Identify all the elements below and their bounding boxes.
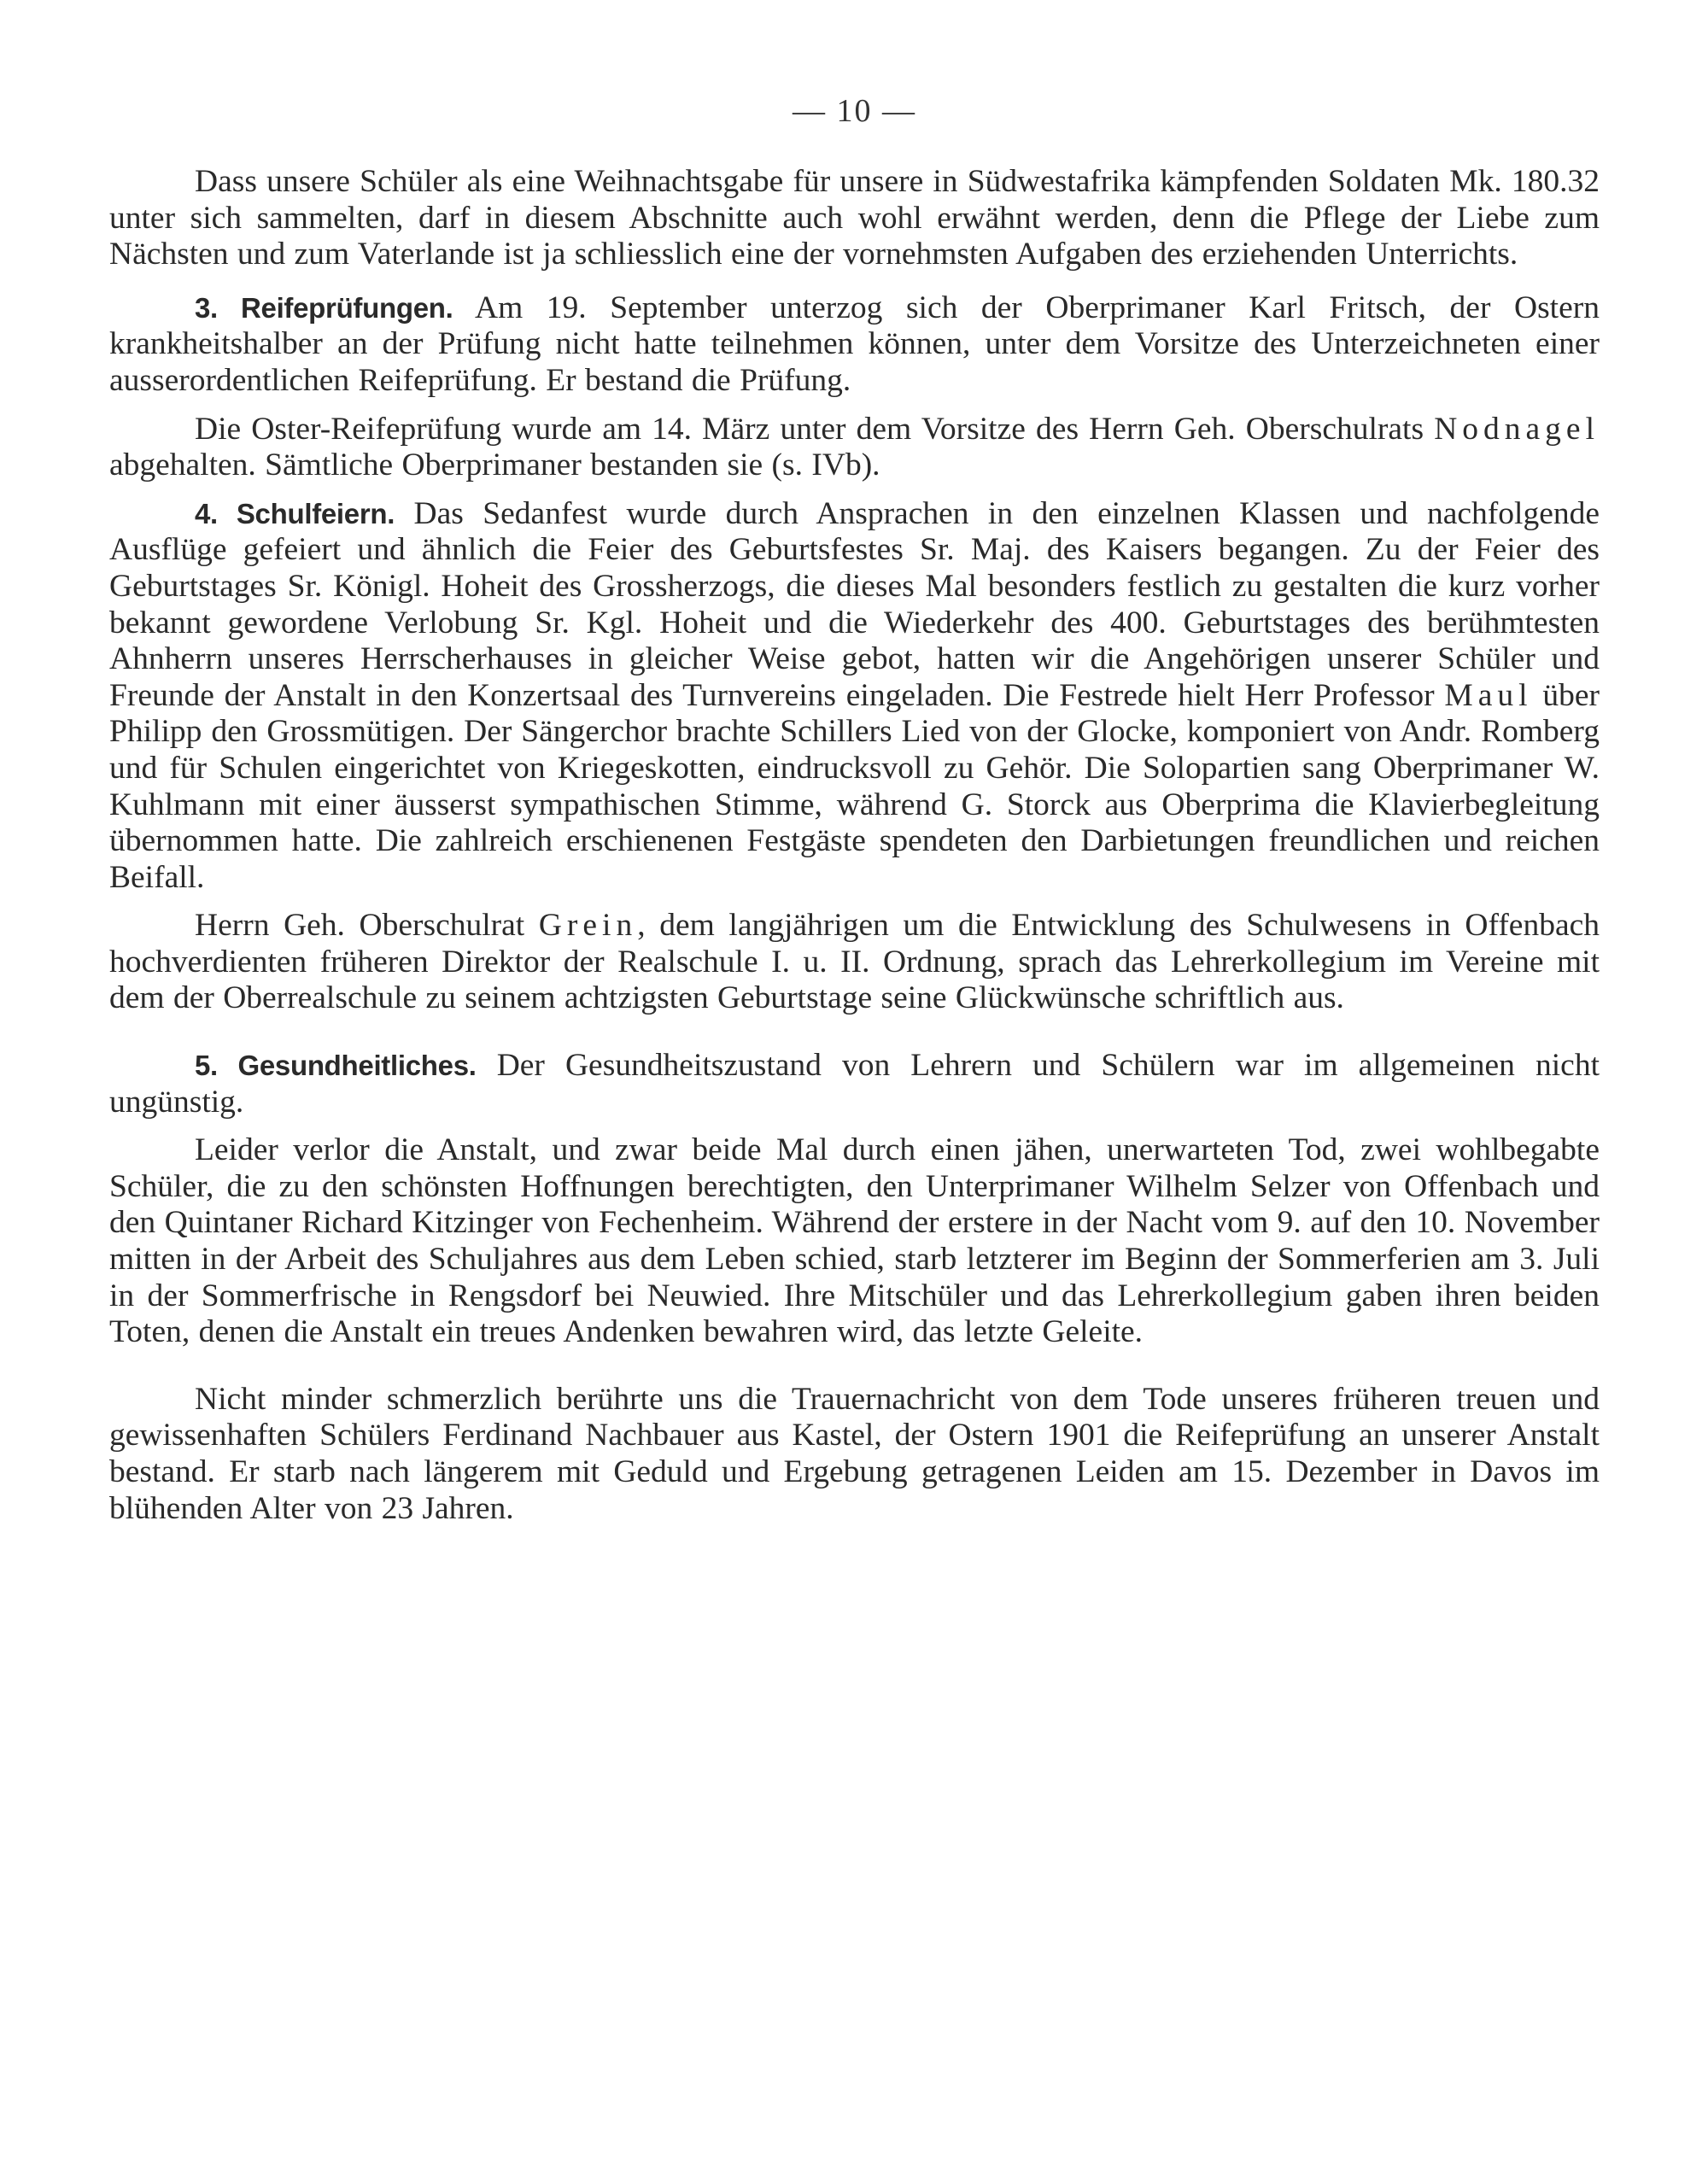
paragraph-schulfeiern: [109, 496, 1600, 897]
paragraph-gesundheitliches: [109, 1048, 1600, 1120]
body-text: [109, 164, 1600, 1527]
paragraph-verstorbene-schueler: [109, 1132, 1600, 1351]
paragraph-grein: [109, 908, 1600, 1017]
person-name-grein: Grein: [538, 908, 638, 944]
paragraph-text: Nicht minder schmerzlich berührte uns die Trauernachricht von dem Tode unseres früheren treuen und gewissenhaften Schülers Ferdinand Nachbauer aus Kastel, der Ostern 1901 die Reifeprüfung an unserer Anstalt bestand. Er starb nach längerem mit Geduld und Ergebung getragenen Leiden am 15. Dezember in Davos im blühenden Alter von 23 Jahren.: [109, 1381, 1600, 1526]
person-name-nodnagel: Nodnagel: [1434, 411, 1600, 447]
paragraph-text: Die Oster-Reifeprüfung wurde am 14. März unter dem Vorsitze des Herrn Geh. Oberschulrats: [195, 411, 1435, 447]
page-number: — 10 —: [793, 93, 916, 129]
section-heading-reifepruefungen: 3. Reifeprüfungen.: [195, 291, 453, 324]
paragraph-weihnachtsgabe: [109, 164, 1600, 273]
paragraph-oster-reifepruefung: [109, 412, 1600, 484]
paragraph-text: abgehalten. Sämtliche Oberprimaner bestanden sie (s. IVb).: [109, 447, 880, 483]
paragraph-text: , dem langjährigen um die Entwicklung des Schulwesens in Offenbach hochverdienten früheren Direktor der Realschule I. u. II. Ordnung, sprach das Lehrerkollegium im Vereine mit dem der Oberrealschule zu seinem achtzigsten Geburtstage seine Glückwünsche schriftlich aus.: [109, 908, 1600, 1016]
paragraph-text: Der Gesundheitszustand von Lehrern und Schülern war im allgemeinen nicht ungünstig.: [109, 1048, 1600, 1120]
section-heading-schulfeiern: 4. Schulfeiern.: [195, 497, 395, 529]
section-heading-gesundheitliches: 5. Gesundheitliches.: [195, 1050, 477, 1082]
paragraph-text: Leider verlor die Anstalt, und zwar beide Mal durch einen jähen, unerwarteten Tod, zwei wohlbegabte Schüler, die zu den schönsten Hoffnungen berechtigten, den Unterprimaner Wilhelm Selzer von Offenbach und den Quintaner Richard Kitzinger von Fechenheim. Während der erstere in der Nacht vom 9. auf den 10. November mitten in der Arbeit des Schuljahres aus dem Leben schied, starb letzterer im Beginn der Sommerferien am 3. Juli in der Sommerfrische in Rengsdorf bei Neuwied. Ihre Mitschüler und das Lehrerkollegium gaben ihren beiden Toten, denen die Anstalt ein treues Andenken bewahren wird, das letzte Geleite.: [109, 1132, 1600, 1350]
person-name-maul: Maul: [1444, 677, 1533, 713]
paragraph-text: Am 19. September unterzog sich der Oberprimaner Karl Fritsch, der Ostern krankheitshalber an der Prüfung nicht hatte teilnehmen können, unter dem Vorsitze des Unterzeichneten einer ausserordentlichen Reifeprüfung. Er bestand die Prüfung.: [109, 290, 1600, 398]
paragraph-text: Das Sedanfest wurde durch Ansprachen in den einzelnen Klassen und nachfolgende Ausflüge gefeiert und ähnlich die Feier des Geburtsfestes Sr. Maj. des Kaisers begangen. Zu der Feier des Geburtstages Sr. Königl. Hoheit des Grossherzogs, die dieses Mal besonders festlich zu gestalten die kurz vorher bekannt gewordene Verlobung Sr. Kgl. Hoheit und die Wiederkehr des 400. Geburtstages des berühmtesten Ahnherrn unseres Herrscherhauses in gleicher Weise gebot, hatten wir die Angehörigen unserer Schüler und Freunde der Anstalt in den Konzertsaal des Turnvereins eingeladen. Die Festrede hielt Herr Professor: [109, 495, 1600, 713]
paragraph-text: über Philipp den Grossmütigen. Der Sängerchor brachte Schillers Lied von der Glocke, komponiert von Andr. Romberg und für Schulen eingerichtet von Kriegeskotten, eindrucksvoll zu Gehör. Die Solopartien sang Oberprimaner W. Kuhlmann mit einer äusserst sympathischen Stimme, während G. Storck aus Oberprima die Klavierbegleitung übernommen hatte. Die zahlreich erschienenen Festgäste spendeten den Darbietungen freundlichen und reichen Beifall.: [109, 677, 1600, 895]
paragraph-reifepruefungen: [109, 290, 1600, 400]
paragraph-text: Herrn Geh. Oberschulrat: [195, 908, 539, 944]
paragraph-text: Dass unsere Schüler als eine Weihnachtsgabe für unsere in Südwestafrika kämpfenden Soldaten Mk. 180.32 unter sich sammelten, darf in diesem Abschnitte auch wohl erwähnt werden, denn die Pflege der Liebe zum Nächsten und zum Vaterlande ist ja schliesslich eine der vornehmsten Aufgaben des erziehenden Unterrichts.: [109, 164, 1600, 272]
paragraph-nachbauer: [109, 1382, 1600, 1527]
